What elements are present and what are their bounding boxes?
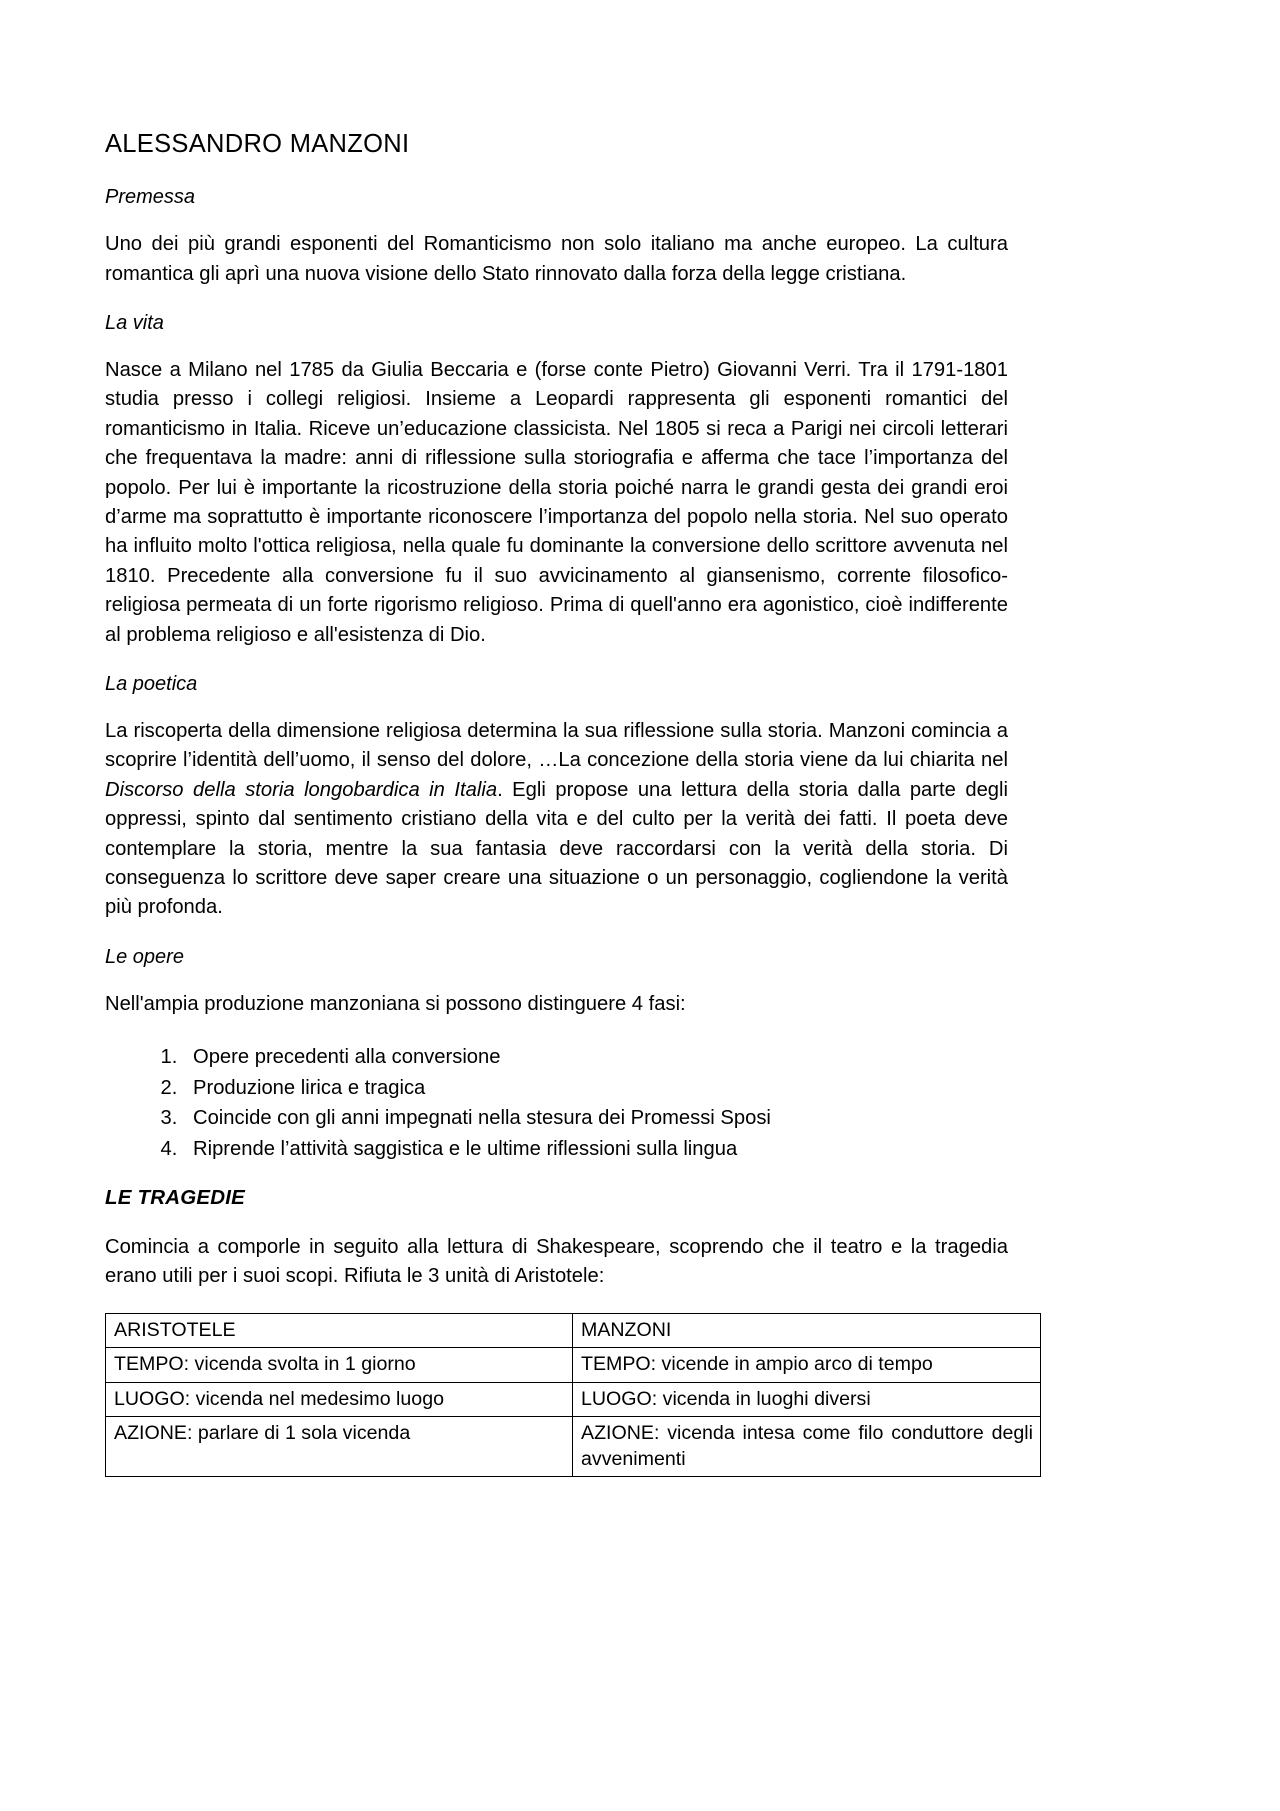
paragraph-la-poetica xyxy=(105,717,1008,923)
section-heading-le-tragedie: LE TRAGEDIE xyxy=(105,1186,246,1210)
list-item: 1. Opere precedenti alla conversione xyxy=(183,1043,1008,1072)
aristotele-manzoni-table xyxy=(105,1313,1041,1476)
table-cell-azione-manzoni: AZIONE: vicenda intesa come filo conduttore degli avvenimenti xyxy=(573,1416,1041,1476)
section-heading-la-vita: La vita xyxy=(105,312,164,335)
section-heading-premessa: Premessa xyxy=(105,186,196,209)
table-header-aristotele: ARISTOTELE xyxy=(106,1314,573,1348)
table-cell-tempo-aristotele: TEMPO: vicenda svolta in 1 giorno xyxy=(106,1348,573,1382)
list-item: 4. Riprende l’attività saggistica e le ultime riflessioni sulla lingua xyxy=(183,1135,1008,1164)
table-cell-azione-aristotele: AZIONE: parlare di 1 sola vicenda xyxy=(106,1416,573,1476)
paragraph-le-opere-intro: Nell'ampia produzione manzoniana si possono distinguere 4 fasi: xyxy=(105,992,686,1015)
page-title: ALESSANDRO MANZONI xyxy=(105,130,410,158)
list-item: 2. Produzione lirica e tragica xyxy=(183,1074,1008,1103)
table-row-header xyxy=(106,1314,1041,1348)
paragraph-la-poetica-part1: La riscoperta della dimensione religiosa determina la sua riflessione sulla storia. Manzoni comincia a scoprire l’identità dell’uomo, il senso del dolore, …La concezione della storia viene da lui chiarita nel xyxy=(105,720,1008,772)
work-title-discorso: Discorso della storia longobardica in Italia xyxy=(105,778,498,801)
table-cell-luogo-aristotele: LUOGO: vicenda nel medesimo luogo xyxy=(106,1382,573,1416)
list-item: 3. Coincide con gli anni impegnati nella stesura dei Promessi Sposi xyxy=(183,1104,1008,1133)
phases-list xyxy=(105,1043,1008,1164)
table-row xyxy=(106,1416,1041,1476)
paragraph-la-vita: Nasce a Milano nel 1785 da Giulia Beccaria e (forse conte Pietro) Giovanni Verri. Tra il 1791-1801 studia presso i collegi religiosi. Insieme a Leopardi rappresenta gli esponenti romantici del romanticismo in Italia. Riceve un’educazione classicista. Nel 1805 si reca a Parigi nei circoli letterari che frequentava la madre: anni di riflessione sulla storiografia e afferma che tace l’importanza del popolo. Per lui è importante la ricostruzione della storia poiché narra le grandi gesta dei grandi eroi d’arme ma soprattutto è importante riconoscere l’importanza del popolo nella storia. Nel suo operato ha influito molto l'ottica religiosa, nella quale fu dominante la conversione dello scrittore avvenuta nel 1810. Precedente alla conversione fu il suo avvicinamento al giansenismo, corrente filosofico-religiosa permeata di un forte rigorismo religioso. Prima di quell'anno era agonistico, cioè indifferente al problema religioso e all'esistenza di Dio. xyxy=(105,359,1008,646)
table-cell-tempo-manzoni: TEMPO: vicende in ampio arco di tempo xyxy=(573,1348,1041,1382)
section-heading-la-poetica: La poetica xyxy=(105,673,198,695)
table-cell-luogo-manzoni: LUOGO: vicenda in luoghi diversi xyxy=(573,1382,1041,1416)
table-row xyxy=(106,1348,1041,1382)
table-row xyxy=(106,1382,1041,1416)
table-header-manzoni: MANZONI xyxy=(573,1314,1041,1348)
section-heading-le-opere: Le opere xyxy=(105,945,184,968)
paragraph-la-poetica-part2: . Egli propose una lettura della storia dalla parte degli oppressi, spinto dal sentimento cristiano della vita e del culto per la verità dei fatti. Il poeta deve contemplare la storia, mentre la sua fantasia deve raccordarsi con la verità della storia. Di conseguenza lo scrittore deve saper creare una situazione o un personaggio, cogliendone la verità più profonda. xyxy=(105,778,1009,919)
paragraph-premessa: Uno dei più grandi esponenti del Romanticismo non solo italiano ma anche europeo. La cultura romantica gli aprì una nuova visione dello Stato rinnovato dalla forza della legge cristiana. xyxy=(105,233,1008,285)
paragraph-le-tragedie-intro: Comincia a comporle in seguito alla lettura di Shakespeare, scoprendo che il teatro e la tragedia erano utili per i suoi scopi. Rifiuta le 3 unità di Aristotele: xyxy=(105,1235,1008,1288)
